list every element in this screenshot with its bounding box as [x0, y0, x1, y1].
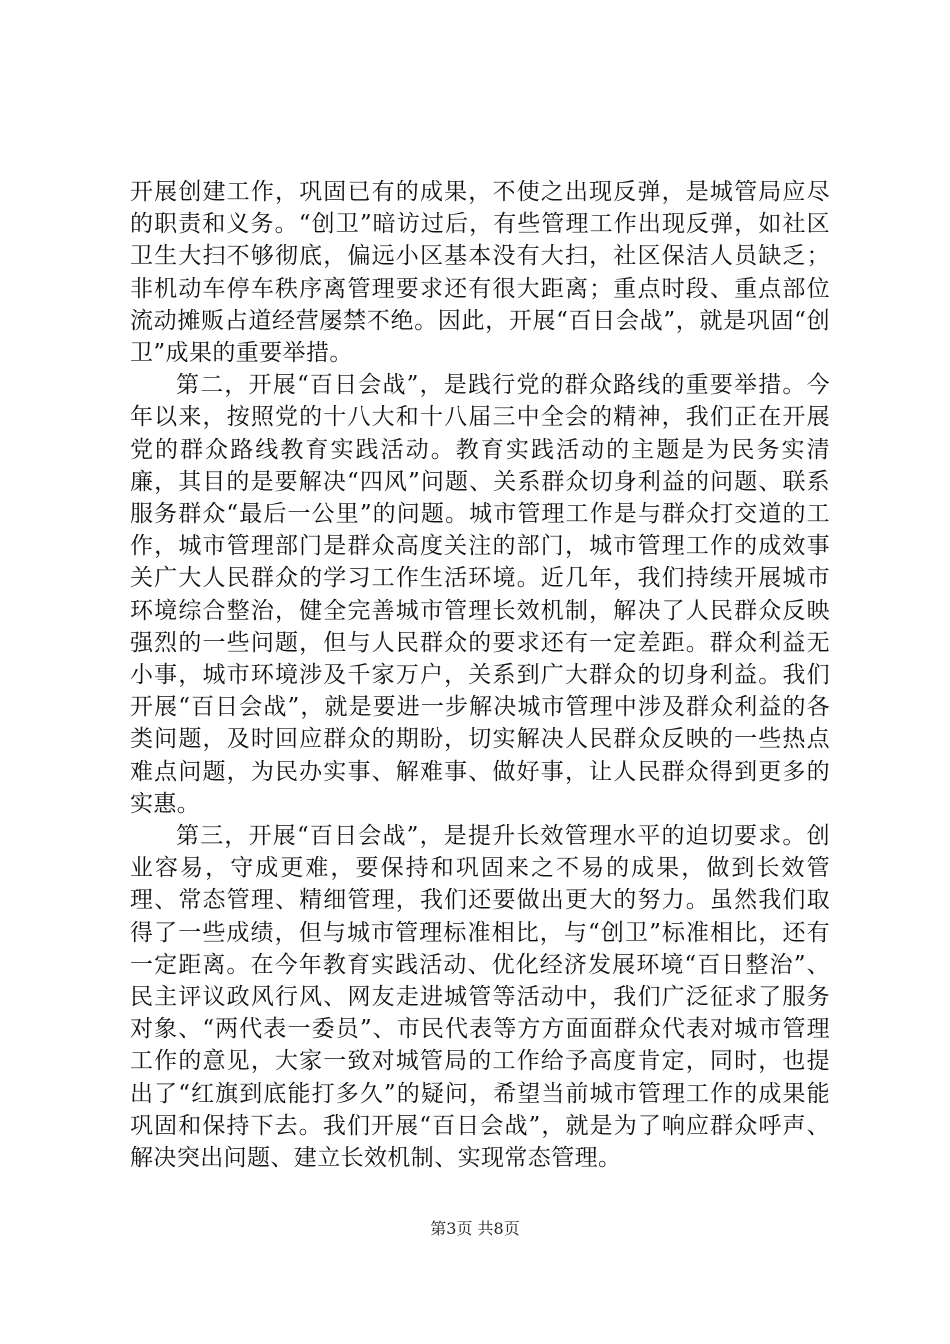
- page-number: 第3页 共8页: [430, 1219, 520, 1238]
- document-body: [130, 176, 830, 1174]
- paragraph-2: 第二，开展“百日会战”，是践行党的群众路线的重要举措。今年以来，按照党的十八大和十八届三中全会的精神，我们正在开展党的群众路线教育实践活动。教育实践活动的主题是为民务实清廉，其目的是要解决“四风”问题、关系群众切身利益的问题、联系服务群众“最后一公里”的问题。城市管理工作是与群众打交道的工作，城市管理部门是群众高度关注的部门，城市管理工作的成效事关广大人民群众的学习工作生活环境。近几年，我们持续开展城市环境综合整治，健全完善城市管理长效机制，解决了人民群众反映强烈的一些问题，但与人民群众的要求还有一定差距。群众利益无小事，城市环境涉及千家万户，关系到广大群众的切身利益。我们开展“百日会战”，就是要进一步解决城市管理中涉及群众利益的各类问题，及时回应群众的期盼，切实解决人民群众反映的一些热点难点问题，为民办实事、解难事、做好事，让人民群众得到更多的实惠。: [130, 372, 830, 817]
- paragraph-3: 第三，开展“百日会战”，是提升长效管理水平的迫切要求。创业容易，守成更难，要保持和巩固来之不易的成果，做到长效管理、常态管理、精细管理，我们还要做出更大的努力。虽然我们取得了一些成绩，但与城市管理标准相比，与“创卫”标准相比，还有一定距离。在今年教育实践活动、优化经济发展环境“百日整治”、民主评议政风行风、网友走进城管等活动中，我们广泛征求了服务对象、“两代表一委员”、市民代表等方方面面群众代表对城市管理工作的意见，大家一致对城管局的工作给予高度肯定，同时，也提出了“红旗到底能打多久”的疑问，希望当前城市管理工作的成果能巩固和保持下去。我们开展“百日会战”，就是为了响应群众呼声、解决突出问题、建立长效机制、实现常态管理。: [130, 823, 830, 1172]
- paragraph-1: 开展创建工作，巩固已有的成果，不使之出现反弹，是城管局应尽的职责和义务。“创卫”暗访过后，有些管理工作出现反弹，如社区卫生大扫不够彻底，偏远小区基本没有大扫，社区保洁人员缺乏；非机动车停车秩序离管理要求还有很大距离；重点时段、重点部位流动摊贩占道经营屡禁不绝。因此，开展“百日会战”，就是巩固“创卫”成果的重要举措。: [130, 179, 830, 367]
- page-footer: [0, 1216, 950, 1239]
